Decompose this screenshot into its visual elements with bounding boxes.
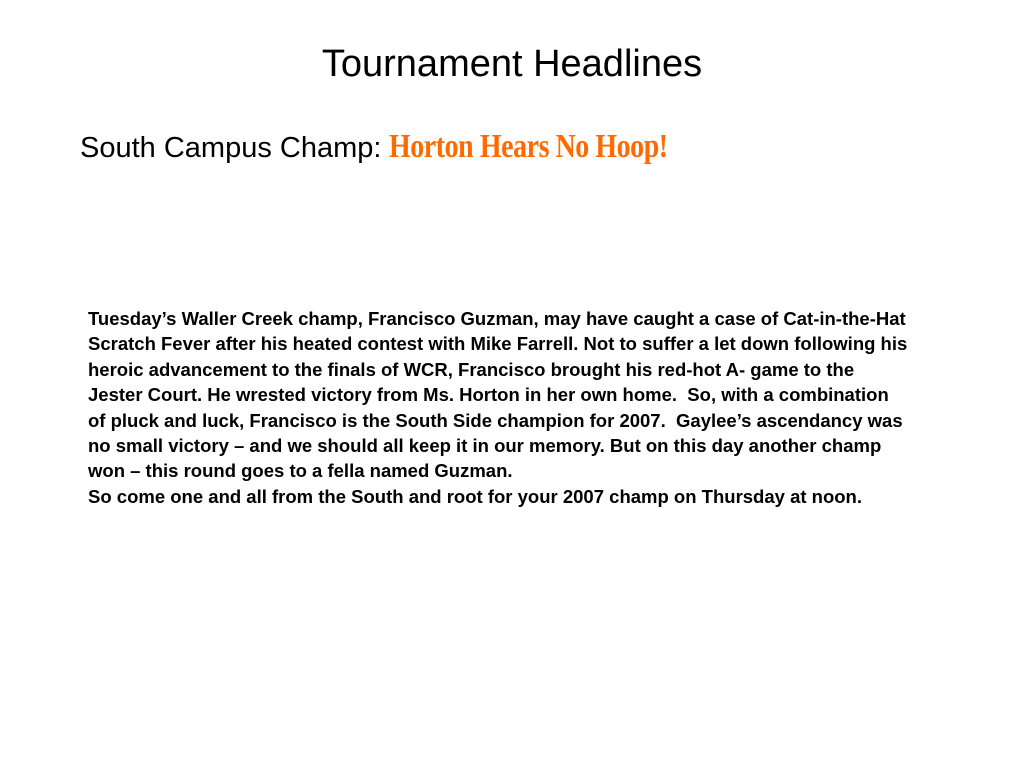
article-paragraph: Tuesday’s Waller Creek champ, Francisco Guzman, may have caught a case of Cat-in-the-Hat Scratch Fever after his heated contest with Mike Farrell. Not to suffer a let down following his heroic advancement to the finals of WCR, Francisco brought his red-hot A- game to the Jester Court. He wrested victory from Ms. Horton in her own home. So, with a combination of pluck and luck, Francisco is the South Side champion for 2007. Gaylee’s ascendancy was no small victory – and we should all keep it in our memory. But on this day another champ won – this round goes to a fella named Guzman. — [88, 308, 913, 482]
subtitle-label: South Campus Champ: — [80, 132, 390, 164]
subtitle — [80, 128, 980, 166]
article-paragraph: So come one and all from the South and root for your 2007 champ on Thursday at noon. — [88, 485, 863, 507]
slide-title: Tournament Headlines — [321, 43, 703, 85]
headline: Horton Hears No Hoop! — [389, 128, 669, 165]
article-body — [88, 306, 913, 509]
